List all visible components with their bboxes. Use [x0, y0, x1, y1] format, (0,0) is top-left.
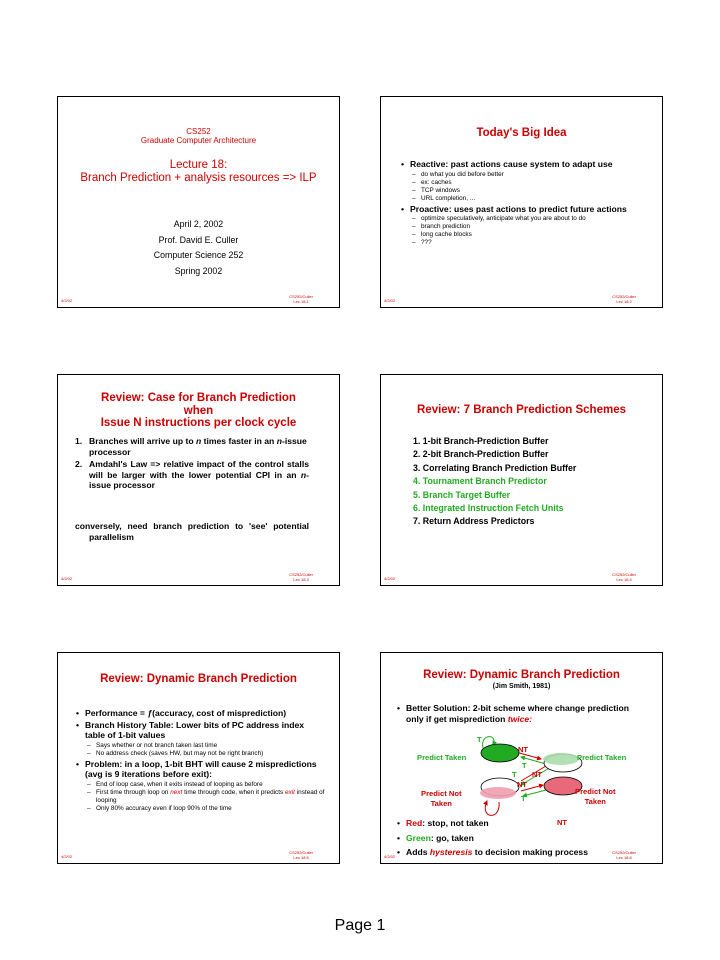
- sub-bullet: [76, 789, 325, 805]
- edge-label-nt: NT: [557, 818, 567, 827]
- slide-footer-date: 4/2/02: [61, 576, 73, 581]
- sub-bullet: – End of loop case, when it exits instead of looping as before: [76, 781, 325, 789]
- footer-lec-number: Lec 18.5: [293, 855, 309, 860]
- bullet-emph: hysteresis: [429, 847, 473, 857]
- edge-label-t: T: [521, 794, 526, 803]
- item-text: -issue processor: [89, 469, 309, 490]
- slide-body: [75, 436, 309, 491]
- item-emph: n: [276, 436, 282, 446]
- sub-text: instead of looping: [96, 788, 325, 804]
- scheme-item: 5. Branch Target Buffer: [413, 489, 511, 500]
- slide-footer-date: 4/2/02: [61, 298, 73, 303]
- slide-footer-date: 4/2/02: [384, 576, 396, 581]
- label-line: Predict Not: [575, 787, 616, 796]
- slide-title: Today's Big Idea: [476, 127, 567, 139]
- lecture-class: Computer Science 252: [153, 250, 244, 260]
- label-line: Taken: [584, 797, 606, 806]
- item-text: -issue processor: [89, 436, 307, 457]
- page-number: Page 1: [334, 917, 386, 934]
- item-text: Branches will arrive up to: [89, 436, 196, 446]
- footer-course-name: CS252/Culler: [289, 850, 313, 855]
- lecture-info: [58, 217, 339, 279]
- scheme-item: 1. 1-bit Branch-Prediction Buffer: [413, 436, 549, 446]
- bullet-text: Adds: [406, 847, 430, 857]
- footer-course-name: CS252/Culler: [289, 572, 313, 577]
- label-predict-taken-left: Predict Taken: [417, 753, 467, 762]
- sub-bullet: – long cache blocks: [401, 231, 650, 239]
- slide-body: [413, 435, 650, 529]
- slide-footer-course: [612, 294, 636, 304]
- slide-footer-date: 4/2/02: [384, 854, 396, 859]
- slide-title: Review: 7 Branch Prediction Schemes: [417, 404, 626, 416]
- label-line: Predict Not: [421, 789, 462, 798]
- slide-body: [76, 707, 325, 813]
- legend-green: [397, 832, 648, 846]
- bullet-proactive: • Proactive: uses past actions to predict future actions: [401, 204, 650, 215]
- slide-footer-course: [289, 850, 313, 860]
- footer-lec-number: Lec 18.1: [293, 299, 309, 304]
- footer-course-name: CS252/Culler: [289, 294, 313, 299]
- edge-label-nt: NT: [532, 770, 542, 779]
- sub-text: time through code, when it predicts: [182, 788, 286, 796]
- bullet-performance: [76, 708, 325, 719]
- sub-bullet: – optimize speculatively, anticipate what you are about to do: [401, 215, 650, 223]
- sub-emph: exit: [285, 788, 295, 796]
- sub-bullet: – TCP windows: [401, 187, 650, 195]
- sub-bullet: – No address check (saves HW, but may not be right branch): [76, 750, 325, 758]
- sub-bullet: – Only 80% accuracy even if loop 90% of the time: [76, 805, 325, 813]
- bullet-text: to decision making process: [472, 847, 588, 857]
- legend-text: : stop, not taken: [422, 818, 489, 828]
- transition-arrow: [523, 790, 546, 796]
- sub-bullet: – do what you did before better: [401, 171, 650, 179]
- lecture-professor: Prof. David E. Culler: [158, 234, 239, 245]
- bullet-bht: • Branch History Table: Lower bits of PC address index table of 1-bit values: [76, 720, 325, 741]
- item-emph: n: [300, 469, 307, 480]
- sub-bullet: – branch prediction: [401, 223, 650, 231]
- numbered-item: [75, 436, 309, 457]
- footer-lec-number: Lec 18.2: [616, 299, 632, 304]
- scheme-item: 4. Tournament Branch Predictor: [413, 476, 547, 487]
- slide-title: Review: Dynamic Branch Prediction: [100, 673, 297, 685]
- slide-footer-course: [612, 850, 636, 860]
- lecture-term: Spring 2002: [174, 265, 223, 276]
- title-line: Review: Case for Branch Prediction: [101, 392, 296, 404]
- course-dept: Graduate Computer Architecture: [140, 136, 257, 145]
- lecture-date: April 2, 2002: [173, 219, 224, 229]
- item-number: 2.: [75, 459, 83, 469]
- numbered-item: [75, 459, 309, 491]
- slide-footer-date: 4/2/02: [61, 854, 73, 859]
- bullet-problem: • Problem: in a loop, 1-bit BHT will cause 2 mispredictions (avg is 9 iterations before exit):: [76, 759, 325, 780]
- label-predict-not-taken-left: [421, 789, 462, 809]
- bullet-hysteresis: [397, 846, 648, 860]
- legend-text: : go, taken: [430, 832, 474, 843]
- sub-bullet: – ???: [401, 239, 650, 247]
- course-code: CS252: [186, 127, 211, 136]
- edge-label-t: T: [477, 735, 482, 744]
- sub-bullet: – URL completion, ...: [401, 195, 650, 203]
- slide-title: Review: Dynamic Branch Prediction: [423, 669, 620, 681]
- lecture-number: Lecture 18:: [169, 159, 228, 171]
- edge-label-nt: NT: [517, 780, 527, 789]
- slide-conclusion: [75, 521, 309, 542]
- lecture-topic: Branch Prediction + analysis resources => ILP: [80, 172, 317, 184]
- sub-bullet: – ex: caches: [401, 179, 650, 187]
- footer-course-name: CS252/Culler: [612, 294, 636, 299]
- item-text: Amdahl's Law => relative impact of the control stalls will be larger with the lower potential CPI in an: [89, 459, 309, 480]
- footer-lec-number: Lec 18.4: [616, 577, 632, 582]
- scheme-item: 7. Return Address Predictors: [413, 516, 535, 527]
- slide-legend: [397, 816, 648, 861]
- footer-course-name: CS252/Culler: [612, 850, 636, 855]
- slide-subtitle: (Jim Smith, 1981): [492, 683, 551, 690]
- label-predict-not-taken-right: [575, 787, 616, 807]
- slide-3: [57, 374, 340, 586]
- conclusion-text: conversely, need branch prediction to 'see' potential parallelism: [75, 521, 309, 542]
- legend-red: [397, 817, 648, 831]
- slide-footer-course: [612, 572, 636, 582]
- bullet-text: Performance =: [85, 708, 148, 718]
- sub-emph: next: [170, 788, 183, 796]
- lecture-title: [58, 159, 339, 185]
- slide-2: [380, 96, 663, 308]
- footer-lec-number: Lec 18.3: [293, 577, 309, 582]
- sub-text: First time through loop on: [96, 788, 171, 796]
- item-emph: n: [195, 436, 202, 446]
- item-text: times faster in an: [201, 436, 277, 446]
- slide-5: [57, 652, 340, 864]
- legend-key: Red: [406, 818, 423, 828]
- state-not-taken-weak-shade: [480, 787, 516, 799]
- slide-footer-course: [289, 572, 313, 582]
- state-taken-weak-shade: [543, 753, 579, 765]
- title-line: Issue N instructions per clock cycle: [100, 417, 297, 429]
- bullet-reactive: • Reactive: past actions cause system to adapt use: [401, 159, 650, 170]
- bullet-text: (accuracy, cost of misprediction): [152, 708, 287, 718]
- slide-6: [380, 652, 663, 864]
- slide-1: [57, 96, 340, 308]
- edge-label-nt: NT: [518, 745, 528, 754]
- footer-lec-number: Lec 18.6: [616, 855, 632, 860]
- state-taken-strong: [481, 744, 519, 762]
- item-number: 1.: [75, 436, 83, 446]
- scheme-item: 6. Integrated Instruction Fetch Units: [413, 503, 564, 514]
- label-predict-taken-right: Predict Taken: [577, 753, 627, 762]
- bullet-text: Better Solution: 2-bit scheme where change prediction only if get misprediction: [406, 703, 629, 724]
- slide-title: [58, 392, 339, 430]
- footer-course-name: CS252/Culler: [612, 572, 636, 577]
- self-loop-not-taken: [485, 801, 499, 815]
- legend-key: Green: [406, 832, 431, 843]
- sub-bullet: – Says whether or not branch taken last time: [76, 742, 325, 750]
- slide-footer-course: [289, 294, 313, 304]
- bullet-emph: twice:: [507, 713, 533, 724]
- course-title: [58, 127, 339, 145]
- slide-footer-date: 4/2/02: [384, 298, 396, 303]
- function-symbol: ƒ: [147, 708, 153, 718]
- title-line: when: [183, 404, 214, 417]
- edge-label-t: T: [512, 770, 517, 779]
- label-line: Taken: [430, 799, 452, 808]
- slide-4: [380, 374, 663, 586]
- scheme-item: 3. Correlating Branch Prediction Buffer: [413, 462, 577, 473]
- scheme-item: 2. 2-bit Branch-Prediction Buffer: [413, 449, 549, 460]
- edge-label-t: T: [522, 761, 527, 770]
- slide-body: [401, 158, 650, 247]
